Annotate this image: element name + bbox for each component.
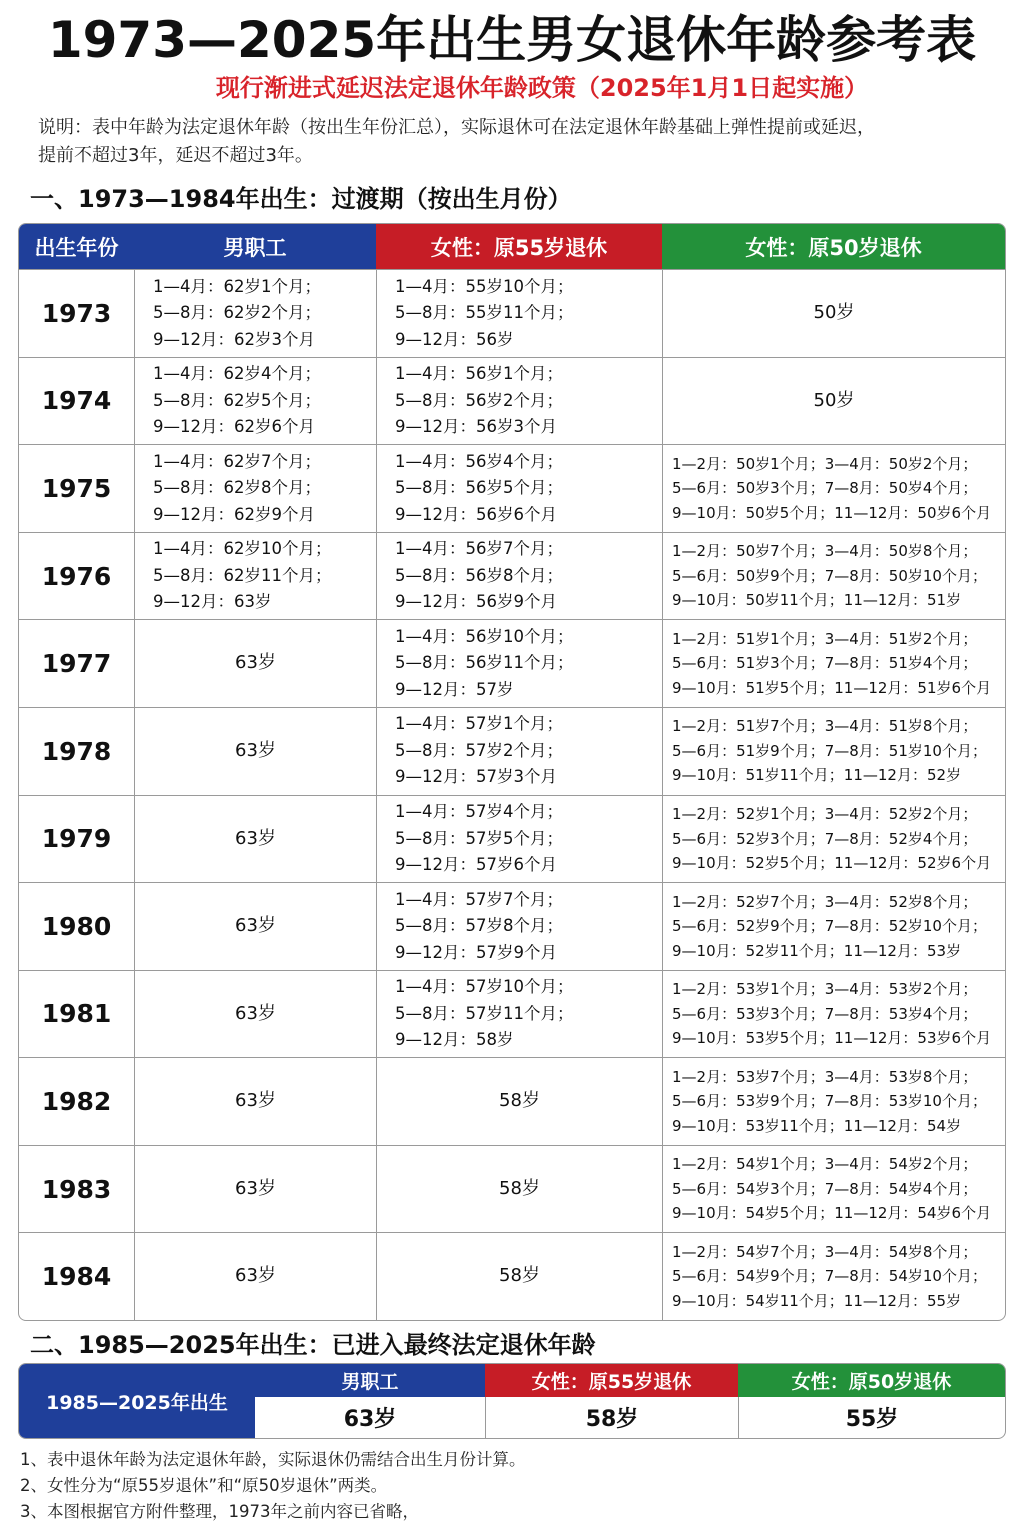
- row-female55-age: [376, 970, 662, 1058]
- row-female50-age: [662, 1057, 1005, 1145]
- age-line: 63岁: [235, 827, 276, 849]
- row-female55-age: [376, 619, 662, 707]
- age-line: 5—8月：62岁11个月；: [153, 565, 332, 585]
- row-female55-age: [376, 707, 662, 795]
- row-female55-age: [376, 1057, 662, 1145]
- transition-table: [18, 223, 1006, 1321]
- age-line: 1—4月：55岁10个月；: [395, 276, 574, 296]
- age-line: 5—8月：56岁11个月；: [395, 653, 574, 673]
- age-line: 1—2月：53岁7个月；3—4月：53岁8个月；: [672, 1067, 978, 1086]
- age-line: 58岁: [499, 1177, 540, 1199]
- age-line: 1—4月：57岁4个月；: [395, 802, 563, 822]
- footnote-3: 3、本图根据官方附件整理，1973年之前内容已省略，: [20, 1502, 419, 1521]
- final-value-female-50: 55岁: [738, 1397, 1005, 1438]
- age-line: 1—2月：52岁1个月；3—4月：52岁2个月；: [672, 805, 978, 824]
- age-line: 5—6月：52岁9个月；7—8月：52岁10个月；: [672, 917, 987, 936]
- header-female-55: 女性：原55岁退休: [376, 224, 662, 269]
- row-female55-age: [376, 795, 662, 883]
- age-line: 1—2月：54岁1个月；3—4月：54岁2个月；: [672, 1155, 978, 1174]
- row-male-age: [134, 1232, 376, 1320]
- row-male-age: [134, 1145, 376, 1233]
- age-line: 5—8月：62岁2个月；: [153, 303, 321, 323]
- age-line: 9—12月：56岁9个月: [395, 592, 557, 612]
- age-line: 5—6月：52岁3个月；7—8月：52岁4个月；: [672, 829, 978, 848]
- age-line: 5—6月：53岁9个月；7—8月：53岁10个月；: [672, 1092, 987, 1111]
- header-female-50: 女性：原50岁退休: [662, 224, 1005, 269]
- age-line: 1—4月：62岁4个月；: [153, 364, 321, 384]
- row-female50-age: [662, 357, 1005, 445]
- age-line: 9—12月：62岁6个月: [153, 417, 315, 437]
- age-line: 9—10月：51岁5个月；11—12月：51岁6个月: [672, 678, 992, 697]
- age-line: 1—4月：62岁10个月；: [153, 539, 332, 559]
- header-male: 男职工: [134, 224, 376, 269]
- row-year: 1973: [19, 269, 134, 357]
- age-line: 58岁: [499, 1265, 540, 1287]
- age-line: 58岁: [499, 1090, 540, 1112]
- age-line: 1—4月：57岁1个月；: [395, 714, 563, 734]
- age-line: 9—12月：62岁3个月: [153, 329, 315, 349]
- age-line: 9—10月：50岁5个月；11—12月：50岁6个月: [672, 503, 992, 522]
- age-line: 9—12月：58岁: [395, 1030, 514, 1050]
- age-line: 9—12月：62岁9个月: [153, 504, 315, 524]
- row-female50-age: [662, 532, 1005, 620]
- note-line-1: 说明：表中年龄为法定退休年龄（按出生年份汇总），实际退休可在法定退休年龄基础上弹性提前或延迟，: [38, 117, 875, 138]
- age-line: 50岁: [813, 389, 855, 411]
- row-male-age: [134, 795, 376, 883]
- age-line: 5—6月：54岁3个月；7—8月：54岁4个月；: [672, 1179, 978, 1198]
- age-line: 63岁: [235, 1090, 276, 1112]
- row-male-age: [134, 970, 376, 1058]
- row-year: 1974: [19, 357, 134, 445]
- final-birth-year-range: 1985—2025年出生: [19, 1364, 255, 1438]
- age-line: 9—12月：57岁: [395, 679, 514, 699]
- age-line: 9—10月：52岁11个月；11—12月：53岁: [672, 941, 962, 960]
- note-line-2: 提前不超过3年，延迟不超过3年。: [38, 145, 313, 166]
- age-line: 5—8月：62岁5个月；: [153, 390, 321, 410]
- age-line: 5—8月：57岁11个月；: [395, 1003, 574, 1023]
- page-subtitle: 现行渐进式延迟法定退休年龄政策（2025年1月1日起实施）: [215, 74, 869, 102]
- age-line: 1—2月：51岁1个月；3—4月：51岁2个月；: [672, 629, 978, 648]
- age-line: 63岁: [235, 1265, 276, 1287]
- page-title: 1973—2025年出生男女退休年龄参考表: [47, 11, 977, 69]
- age-line: 9—10月：54岁11个月；11—12月：55岁: [672, 1291, 962, 1310]
- row-male-age: [134, 269, 376, 357]
- age-line: 1—4月：57岁7个月；: [395, 889, 563, 909]
- final-value-female-55: 58岁: [485, 1397, 738, 1438]
- age-line: 5—6月：51岁3个月；7—8月：51岁4个月；: [672, 654, 978, 673]
- row-female50-age: [662, 707, 1005, 795]
- age-line: 1—4月：57岁10个月；: [395, 977, 574, 997]
- age-line: 9—12月：57岁6个月: [395, 855, 557, 875]
- age-line: 5—8月：57岁2个月；: [395, 740, 563, 760]
- row-female50-age: [662, 970, 1005, 1058]
- age-line: 9—12月：63岁: [153, 592, 272, 612]
- row-year: 1978: [19, 707, 134, 795]
- age-line: 5—6月：53岁3个月；7—8月：53岁4个月；: [672, 1004, 978, 1023]
- section-2-heading: 二、1985—2025年出生：已进入最终法定退休年龄: [30, 1331, 596, 1359]
- age-line: 9—12月：57岁9个月: [395, 942, 557, 962]
- age-line: 5—8月：62岁8个月；: [153, 478, 321, 498]
- age-line: 63岁: [235, 1177, 276, 1199]
- row-female55-age: [376, 882, 662, 970]
- age-line: 1—4月：62岁1个月；: [153, 276, 321, 296]
- age-line: 1—2月：50岁7个月；3—4月：50岁8个月；: [672, 542, 978, 561]
- age-line: 5—8月：57岁5个月；: [395, 828, 563, 848]
- age-line: 1—2月：50岁1个月；3—4月：50岁2个月；: [672, 454, 978, 473]
- age-line: 9—10月：52岁5个月；11—12月：52岁6个月: [672, 854, 992, 873]
- row-male-age: [134, 707, 376, 795]
- row-male-age: [134, 619, 376, 707]
- footnotes: [20, 1447, 1000, 1525]
- row-year: 1981: [19, 970, 134, 1058]
- row-year: 1984: [19, 1232, 134, 1320]
- age-line: 1—2月：51岁7个月；3—4月：51岁8个月；: [672, 717, 978, 736]
- age-line: 9—10月：51岁11个月；11—12月：52岁: [672, 766, 962, 785]
- age-line: 1—2月：53岁1个月；3—4月：53岁2个月；: [672, 980, 978, 999]
- row-year: 1977: [19, 619, 134, 707]
- age-line: 5—8月：55岁11个月；: [395, 303, 574, 323]
- age-line: 5—6月：54岁9个月；7—8月：54岁10个月；: [672, 1267, 987, 1286]
- age-line: 1—4月：56岁10个月；: [395, 626, 574, 646]
- row-female50-age: [662, 1145, 1005, 1233]
- row-female55-age: [376, 1232, 662, 1320]
- row-female55-age: [376, 1145, 662, 1233]
- final-header-female-50: 女性：原50岁退休: [738, 1364, 1005, 1397]
- row-female50-age: [662, 444, 1005, 532]
- age-line: 9—10月：53岁11个月；11—12月：54岁: [672, 1116, 962, 1135]
- age-line: 1—2月：54岁7个月；3—4月：54岁8个月；: [672, 1242, 978, 1261]
- age-line: 50岁: [813, 302, 855, 324]
- age-line: 1—4月：56岁1个月；: [395, 364, 563, 384]
- age-line: 63岁: [235, 739, 276, 761]
- age-line: 5—6月：51岁9个月；7—8月：51岁10个月；: [672, 741, 987, 760]
- age-line: 9—10月：53岁5个月；11—12月：53岁6个月: [672, 1029, 992, 1048]
- final-header-female-55: 女性：原55岁退休: [485, 1364, 738, 1397]
- row-year: 1982: [19, 1057, 134, 1145]
- row-female50-age: [662, 882, 1005, 970]
- row-year: 1975: [19, 444, 134, 532]
- age-line: 5—8月：56岁5个月；: [395, 478, 563, 498]
- row-male-age: [134, 532, 376, 620]
- age-line: 9—12月：57岁3个月: [395, 767, 557, 787]
- row-female50-age: [662, 795, 1005, 883]
- header-birth-year: 出生年份: [19, 224, 134, 269]
- footnote-1: 1、表中退休年龄为法定退休年龄，实际退休仍需结合出生月份计算。: [20, 1450, 526, 1469]
- row-year: 1983: [19, 1145, 134, 1233]
- age-line: 9—10月：50岁11个月；11—12月：51岁: [672, 591, 962, 610]
- age-line: 5—6月：50岁9个月；7—8月：50岁10个月；: [672, 566, 987, 585]
- row-year: 1976: [19, 532, 134, 620]
- age-line: 9—10月：54岁5个月；11—12月：54岁6个月: [672, 1204, 992, 1223]
- age-line: 5—8月：56岁2个月；: [395, 390, 563, 410]
- row-female55-age: [376, 357, 662, 445]
- age-line: 5—8月：57岁8个月；: [395, 916, 563, 936]
- row-female55-age: [376, 269, 662, 357]
- row-male-age: [134, 444, 376, 532]
- footnote-2: 2、女性分为“原55岁退休”和“原50岁退休”两类。: [20, 1476, 388, 1495]
- age-line: 1—4月：56岁7个月；: [395, 539, 563, 559]
- row-female55-age: [376, 532, 662, 620]
- section-1-heading: 一、1973—1984年出生：过渡期（按出生月份）: [30, 185, 572, 213]
- age-line: 63岁: [235, 652, 276, 674]
- age-line: 5—8月：56岁8个月；: [395, 565, 563, 585]
- row-male-age: [134, 357, 376, 445]
- row-female50-age: [662, 1232, 1005, 1320]
- age-line: 1—4月：62岁7个月；: [153, 451, 321, 471]
- row-year: 1979: [19, 795, 134, 883]
- row-male-age: [134, 882, 376, 970]
- age-line: 63岁: [235, 915, 276, 937]
- final-value-male: 63岁: [343, 1407, 397, 1432]
- age-line: 5—6月：50岁3个月；7—8月：50岁4个月；: [672, 479, 978, 498]
- row-year: 1980: [19, 882, 134, 970]
- age-line: 9—12月：56岁6个月: [395, 504, 557, 524]
- description-note: [38, 114, 988, 170]
- row-female55-age: [376, 444, 662, 532]
- age-line: 9—12月：56岁3个月: [395, 417, 557, 437]
- row-female50-age: [662, 619, 1005, 707]
- age-line: 9—12月：56岁: [395, 329, 514, 349]
- row-female50-age: [662, 269, 1005, 357]
- age-line: 1—4月：56岁4个月；: [395, 451, 563, 471]
- age-line: 63岁: [235, 1002, 276, 1024]
- row-male-age: [134, 1057, 376, 1145]
- final-header-male: 男职工: [255, 1364, 485, 1397]
- final-age-table: [18, 1363, 1006, 1439]
- age-line: 1—2月：52岁7个月；3—4月：52岁8个月；: [672, 892, 978, 911]
